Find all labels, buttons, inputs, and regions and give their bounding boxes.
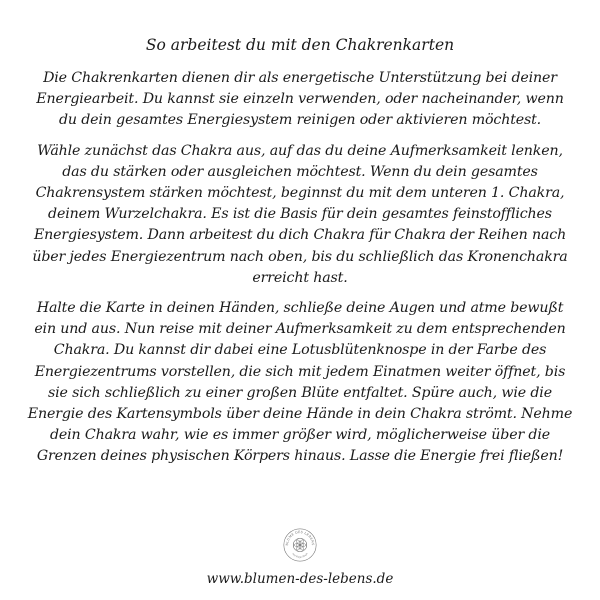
paragraph-choose-chakra: Wähle zunächst das Chakra aus, auf das du deine Aufmerksamkeit lenken, das du stärken oder ausgleichen möchtest. Wenn du dein gesamtes Chakrensystem stärken möchtest, beginnst du mit dem unteren 1. Chakra, deinem Wurzelchakra. Es ist die Basis für dein gesamtes feinstoffliches Energiesystem. Dann arbeitest du dich Chakra für Chakra der Reihen nach über jedes Energiezentrum nach oben, bis du schließlich das Kronenchakra erreicht hast. — [32, 142, 568, 286]
flower-of-life-icon — [283, 528, 317, 562]
logo-text-bottom: von Sonja Sinah — [291, 552, 309, 559]
website-url: www.blumen-des-lebens.de — [206, 571, 394, 587]
paragraph-meditation: Halte die Karte in deinen Händen, schließe deine Augen und atme bewußt ein und aus. Nun reise mit deiner Aufmerksamkeit zu dem entsprechenden Chakra. Du kannst dir dabei eine Lotusblütenknospe in der Farbe des Energiezentrums vorstellen, die sich mit jedem Einatmen weiter öffnet, bis sie sich schließlich zu einer großen Blüte entfaltet. Spüre auch, wie die Energie des Kartensymbols über deine Hände in dein Chakra strömt. Nehme dein Chakra wahr, wie es immer größer wird, möglicherweise über die Grenzen deines physischen Körpers hinaus. Lasse die Energie frei fließen! — [27, 300, 573, 465]
paragraph-intro: Die Chakrenkarten dienen dir als energetische Unterstützung bei deiner Energiearbeit. Du kannst sie einzeln verwenden, oder nacheinander, wenn du dein gesamtes Energiesystem reinigen oder aktivieren möchtest. — [36, 70, 564, 129]
svg-text:von Sonja Sinah — [291, 552, 308, 559]
page-title: So arbeitest du mit den Chakrenkarten — [145, 36, 455, 54]
logo-text-top: BLUME DES LEBENS — [285, 530, 315, 546]
